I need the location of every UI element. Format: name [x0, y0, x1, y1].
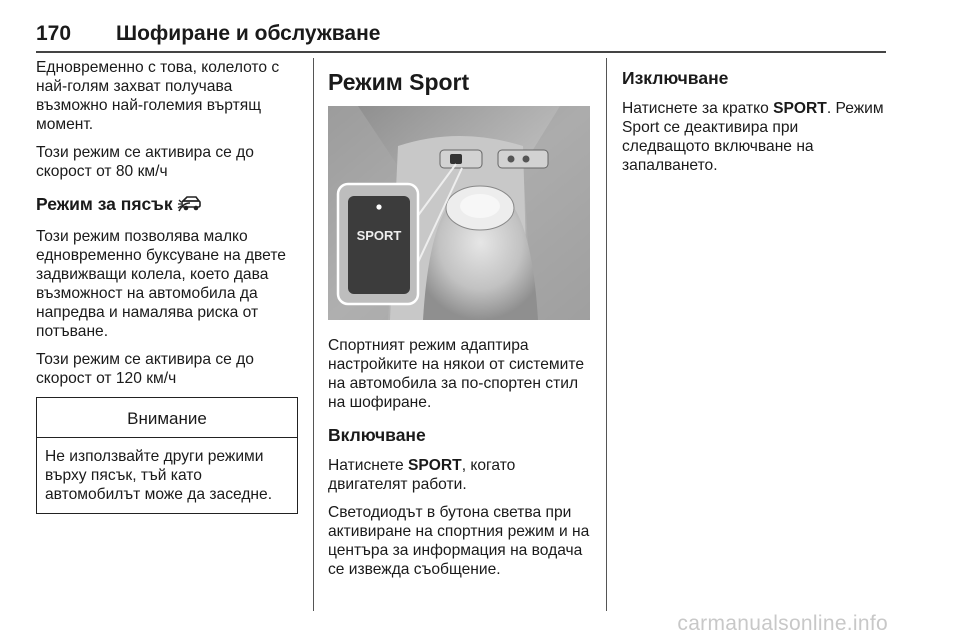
paragraph-traction: Едновременно с това, колелото с най-голям захват получава възможно най-големия въртящ момент. [36, 59, 280, 133]
watermark: carmanualsonline.info [677, 612, 888, 635]
paragraph-switch-on [328, 456, 590, 494]
page-title: Шофиране и обслужване [116, 22, 381, 45]
paragraph-sport-description: Спортният режим адаптира настройките на някои от системите на автомобила за по-спортен стил на шофиране. [328, 337, 584, 411]
switch-on-prefix: Натиснете [328, 457, 408, 474]
led-indicator [376, 204, 381, 209]
mud-mode-heading [36, 194, 298, 217]
column-divider-1 [313, 58, 314, 611]
switch-on-sport-keyword: SPORT [407, 457, 462, 474]
caution-box [36, 397, 298, 514]
column-left [36, 58, 298, 514]
paragraph-speed-120: Този режим се активира се до скорост от 120 км/ч [36, 351, 254, 387]
mud-sand-mode-icon [177, 194, 201, 217]
paragraph-switch-off [622, 99, 884, 175]
column-right [622, 58, 884, 184]
switch-off-suffix: . Режим Sport се деактивира при следващото включване на запалването. [622, 100, 884, 174]
column-middle [328, 58, 590, 588]
paragraph-speed-80: Този режим се активира се до скорост от 80 км/ч [36, 144, 254, 180]
section-title-sport: Режим Sport [328, 69, 470, 95]
switch-off-heading: Изключване [622, 68, 729, 88]
switch-off-prefix: Натиснете за кратко [622, 100, 774, 117]
page-number: 170 [36, 22, 72, 45]
paragraph-mud-mode: Този режим позволява малко едновременно буксуване на двете задвижващи колела, което дава възможност на автомобила да напредва и намалява риска от потъване. [36, 228, 286, 340]
switch-on-suffix: , когато двигателят работи. [328, 457, 516, 493]
paragraph-led: Светодиодът в бутона светва при активиране на спортния режим и на центъра за информация на водача се извежда съобщение. [328, 504, 590, 578]
caution-title: Внимание [37, 398, 297, 438]
caution-text: Не използвайте други режими върху пясък, тъй като автомобилът може да заседне. [45, 448, 273, 503]
mud-mode-heading-text: Режим за пясък [36, 194, 173, 214]
switch-off-sport-keyword: SPORT [773, 100, 827, 117]
page-header [36, 20, 886, 52]
column-divider-2 [606, 58, 607, 611]
sport-button-console-illustration [328, 106, 590, 320]
header-divider [36, 51, 886, 53]
sport-button-label: SPORT [356, 228, 402, 243]
switch-on-heading: Включване [328, 425, 426, 445]
